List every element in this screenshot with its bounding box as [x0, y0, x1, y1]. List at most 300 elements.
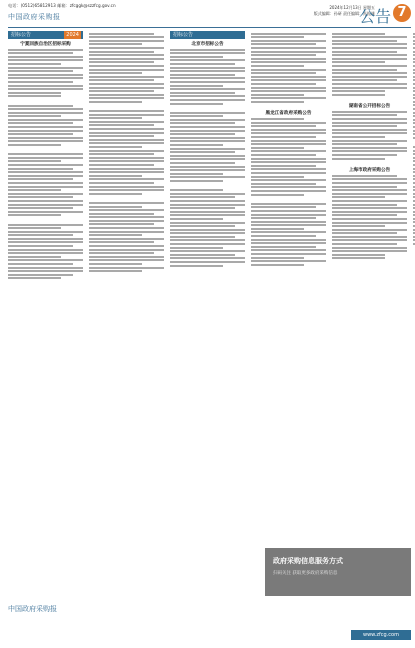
text-line [251, 140, 326, 142]
text-line [89, 43, 142, 45]
text-line [89, 209, 164, 211]
text-line [251, 101, 304, 103]
text-line [170, 204, 245, 206]
text-line [170, 95, 245, 97]
text-line [332, 72, 407, 74]
text-line [89, 182, 154, 184]
text-line [170, 169, 245, 171]
page-number-badge: 7 [393, 4, 411, 22]
text-line [251, 65, 304, 67]
text-line [8, 88, 83, 90]
text-line [89, 171, 164, 173]
text-line [251, 69, 326, 71]
text-line [89, 83, 164, 85]
text-line [170, 236, 235, 238]
text-line [170, 63, 235, 65]
text-line [332, 158, 385, 160]
text-line [170, 247, 223, 249]
notice-gap [89, 274, 164, 278]
text-line [332, 222, 407, 224]
text-line [332, 150, 407, 152]
text-line [89, 94, 164, 96]
text-line [332, 175, 397, 177]
text-line [251, 260, 326, 262]
text-line [332, 118, 407, 120]
text-line [251, 61, 326, 63]
text-line [89, 121, 164, 123]
text-line [8, 189, 61, 191]
text-line [170, 265, 223, 267]
text-line [332, 111, 407, 113]
text-line [8, 153, 83, 155]
text-line [8, 234, 73, 236]
text-line [89, 263, 142, 265]
notice-title: 北京市招标公告 [191, 42, 224, 47]
ad-banner [265, 548, 411, 596]
notice-column [8, 31, 83, 591]
text-line [251, 33, 326, 35]
text-line [332, 225, 385, 227]
text-line [8, 263, 73, 265]
text-line [170, 77, 245, 79]
text-line [89, 202, 164, 204]
text-line [170, 254, 235, 256]
text-line [8, 252, 83, 254]
text-line [8, 224, 83, 226]
footer-brand: 中国政府采购报 [8, 605, 57, 613]
text-line [89, 117, 142, 119]
text-line [8, 137, 83, 139]
text-line [332, 132, 407, 134]
text-line [251, 72, 316, 74]
text-line [170, 122, 235, 124]
text-line [8, 49, 83, 51]
text-line [332, 254, 385, 256]
text-line [89, 146, 142, 148]
notice-gap [8, 99, 83, 103]
notice-title: 宁夏回族自治区招标采购 [20, 42, 71, 47]
text-line [332, 61, 385, 63]
text-line [8, 193, 83, 195]
text-line [251, 253, 326, 255]
text-line [332, 211, 407, 213]
text-line [8, 108, 83, 110]
text-line [332, 43, 407, 45]
text-line [251, 118, 304, 120]
text-line [251, 190, 326, 192]
text-line [251, 136, 316, 138]
text-line [170, 103, 223, 105]
text-line [8, 81, 73, 83]
text-line [251, 143, 326, 145]
text-line [251, 47, 326, 49]
text-line [170, 59, 245, 61]
text-line [89, 132, 164, 134]
notice-gap [170, 184, 245, 188]
text-line [170, 130, 245, 132]
text-line [8, 168, 73, 170]
notice-column [170, 31, 245, 591]
text-line [332, 94, 385, 96]
text-line [89, 135, 154, 137]
text-line [8, 178, 73, 180]
notice-gap [251, 104, 326, 108]
text-line [89, 227, 164, 229]
text-line [251, 125, 316, 127]
notice-gap [170, 268, 245, 272]
text-line [170, 112, 245, 114]
text-line [89, 186, 164, 188]
page-footer [8, 600, 411, 640]
notice-gap [89, 104, 164, 108]
date-line: 2024年12月13日 星期五 [329, 5, 375, 10]
text-line [8, 241, 83, 243]
text-line [251, 176, 304, 178]
text-line [8, 175, 83, 177]
text-line [89, 72, 142, 74]
text-line [332, 257, 385, 259]
text-line [251, 132, 326, 134]
text-line [332, 140, 407, 142]
text-line [8, 63, 61, 65]
text-line [332, 196, 385, 198]
section-tag: 2024 [66, 32, 79, 38]
text-line [332, 200, 407, 202]
text-line [251, 122, 326, 124]
text-line [332, 90, 385, 92]
notice-title: 湖南省公开招标公告 [348, 104, 391, 110]
text-line [89, 61, 154, 63]
text-line [89, 79, 154, 81]
text-line [89, 97, 164, 99]
text-line [89, 87, 164, 89]
text-line [8, 77, 83, 79]
text-line [170, 137, 245, 139]
text-line [170, 140, 245, 142]
text-line [89, 256, 164, 258]
text-line [89, 69, 164, 71]
text-line [332, 232, 397, 234]
text-line [332, 204, 397, 206]
text-line [170, 176, 245, 178]
text-line [170, 232, 245, 234]
text-line [332, 178, 407, 180]
text-line [170, 193, 245, 195]
text-line [251, 54, 316, 56]
text-line [332, 218, 407, 220]
text-line [8, 70, 73, 72]
text-line [170, 180, 223, 182]
text-line [8, 277, 61, 279]
text-line [8, 227, 61, 229]
text-line [251, 264, 304, 266]
text-line [332, 122, 407, 124]
text-line [251, 231, 326, 233]
text-line [89, 220, 164, 222]
text-line [251, 40, 326, 42]
text-line [332, 182, 407, 184]
text-line [170, 225, 235, 227]
text-line [170, 214, 245, 216]
text-line [89, 142, 164, 144]
text-line [170, 144, 223, 146]
text-line [8, 259, 83, 261]
text-line [251, 228, 304, 230]
text-line [8, 245, 73, 247]
text-line [89, 90, 154, 92]
text-line [89, 157, 164, 159]
text-line [251, 165, 316, 167]
text-line [170, 119, 245, 121]
text-line [170, 166, 245, 168]
text-line [8, 267, 83, 269]
ad-title: 政府采购信息服务方式 [273, 557, 343, 565]
text-line [251, 76, 326, 78]
text-line [170, 133, 235, 135]
text-line [8, 56, 83, 58]
text-line [332, 229, 407, 231]
text-line [8, 126, 83, 128]
text-line [251, 58, 326, 60]
text-line [170, 261, 245, 263]
text-line [251, 206, 316, 208]
text-line [8, 204, 83, 206]
text-line [251, 94, 304, 96]
text-line [332, 125, 397, 127]
text-line [251, 87, 326, 89]
text-line [89, 270, 142, 272]
text-line [8, 85, 83, 87]
text-line [8, 186, 83, 188]
newspaper-brand: 中国政府采购报 [8, 13, 61, 21]
text-line [170, 196, 235, 198]
text-line [89, 252, 154, 254]
text-line [8, 274, 73, 276]
text-line [251, 154, 316, 156]
text-line [170, 222, 245, 224]
text-line [251, 242, 326, 244]
text-line [89, 193, 142, 195]
text-line [170, 56, 223, 58]
text-line [8, 160, 61, 162]
text-line [251, 249, 326, 251]
text-line [89, 124, 154, 126]
notice-gap [8, 148, 83, 152]
text-line [89, 114, 164, 116]
text-line [170, 207, 235, 209]
text-line [332, 58, 407, 60]
text-line [89, 241, 154, 243]
text-line [8, 196, 73, 198]
text-line [251, 224, 326, 226]
text-line [170, 257, 245, 259]
text-line [332, 239, 407, 241]
text-line [89, 234, 142, 236]
text-line [332, 36, 407, 38]
text-line [170, 81, 245, 83]
text-line [8, 122, 73, 124]
text-line [170, 115, 223, 117]
text-line [332, 136, 385, 138]
text-line [170, 155, 245, 157]
text-line [170, 243, 245, 245]
section-header: 招标公告 2024 [8, 31, 83, 39]
text-line [8, 238, 83, 240]
text-line [89, 36, 164, 38]
text-line [170, 74, 235, 76]
text-line [89, 76, 164, 78]
text-line [8, 115, 61, 117]
text-line [332, 207, 407, 209]
ad-subtitle: 扫码关注 获取更多政府采购信息 [273, 571, 338, 576]
notice-column [332, 31, 407, 591]
text-line [8, 130, 83, 132]
text-line [8, 140, 83, 142]
text-line [89, 160, 164, 162]
text-line [332, 214, 397, 216]
text-line [170, 126, 245, 128]
text-line [8, 74, 83, 76]
text-line [8, 270, 83, 272]
text-line [89, 101, 142, 103]
text-line [89, 40, 164, 42]
text-line [170, 173, 223, 175]
contact-line: 电话：(0512)65812913 邮箱：zfcggk@szzfcg.gov.cn [8, 3, 116, 8]
text-line [89, 245, 164, 247]
text-line [251, 210, 326, 212]
text-line [8, 133, 73, 135]
text-line [332, 186, 397, 188]
text-line [8, 67, 83, 69]
text-line [251, 203, 326, 205]
text-line [89, 189, 164, 191]
text-line [170, 200, 245, 202]
text-line [170, 189, 223, 191]
text-line [8, 157, 83, 159]
text-line [332, 83, 407, 85]
text-line [251, 183, 316, 185]
text-line [8, 200, 83, 202]
text-line [89, 139, 164, 141]
text-line [89, 216, 164, 218]
text-line [251, 83, 316, 85]
text-line [332, 87, 407, 89]
text-line [8, 95, 61, 97]
text-line [251, 51, 326, 53]
text-line [251, 168, 326, 170]
text-line [170, 211, 245, 213]
text-line [332, 154, 397, 156]
text-line [89, 178, 164, 180]
text-line [89, 128, 164, 130]
text-line [8, 249, 83, 251]
text-line [8, 105, 73, 107]
text-line [332, 51, 397, 53]
section-header: 招标公告 [170, 31, 245, 39]
text-line [170, 49, 245, 51]
text-line [170, 151, 235, 153]
text-line [89, 164, 154, 166]
text-line [89, 58, 164, 60]
text-line [170, 52, 245, 54]
text-line [89, 267, 164, 269]
text-line [332, 76, 407, 78]
text-line [89, 54, 164, 56]
text-line [8, 182, 83, 184]
text-line [332, 40, 397, 42]
text-line [251, 172, 326, 174]
text-line [8, 256, 61, 258]
text-line [251, 36, 304, 38]
text-line [251, 217, 316, 219]
text-line [8, 112, 83, 114]
text-line [89, 168, 164, 170]
text-line [332, 47, 407, 49]
text-line [251, 179, 326, 181]
notice-gap [332, 97, 407, 101]
text-line [251, 79, 326, 81]
editor-line: 版式编辑：孙研 责任编辑：苏振雄 [313, 11, 375, 16]
text-line [332, 247, 407, 249]
notice-title: 黑龙江省政府采购公告 [265, 111, 312, 117]
text-line [251, 239, 326, 241]
text-line [8, 171, 83, 173]
text-line [251, 221, 326, 223]
text-line [332, 54, 407, 56]
text-line [251, 97, 326, 99]
text-line [251, 194, 304, 196]
text-line [8, 119, 83, 121]
text-line [8, 52, 73, 54]
text-line [89, 110, 164, 112]
text-line [251, 235, 316, 237]
text-line [8, 211, 83, 213]
text-line [251, 186, 326, 188]
notice-gap [89, 196, 164, 200]
text-line [89, 249, 164, 251]
text-line [332, 236, 407, 238]
notice-gap [8, 281, 83, 285]
text-line [170, 229, 245, 231]
notice-columns [8, 31, 411, 591]
text-line [8, 231, 83, 233]
text-line [170, 85, 223, 87]
text-line [170, 148, 245, 150]
text-line [251, 214, 326, 216]
text-line [332, 243, 397, 245]
text-line [332, 65, 407, 67]
text-line [251, 161, 326, 163]
text-line [332, 69, 397, 71]
notice-gap [170, 106, 245, 110]
text-line [170, 250, 245, 252]
text-line [332, 114, 397, 116]
text-line [89, 206, 142, 208]
text-line [170, 67, 245, 69]
text-line [89, 259, 164, 261]
notice-title: 上海市政府采购公告 [348, 168, 391, 174]
text-line [251, 129, 326, 131]
notice-column [89, 31, 164, 591]
text-line [8, 92, 61, 94]
text-line [89, 175, 142, 177]
text-line [332, 33, 385, 35]
text-line [332, 129, 407, 131]
text-line [332, 79, 397, 81]
text-line [251, 43, 316, 45]
text-line [89, 33, 154, 35]
text-line [170, 99, 245, 101]
